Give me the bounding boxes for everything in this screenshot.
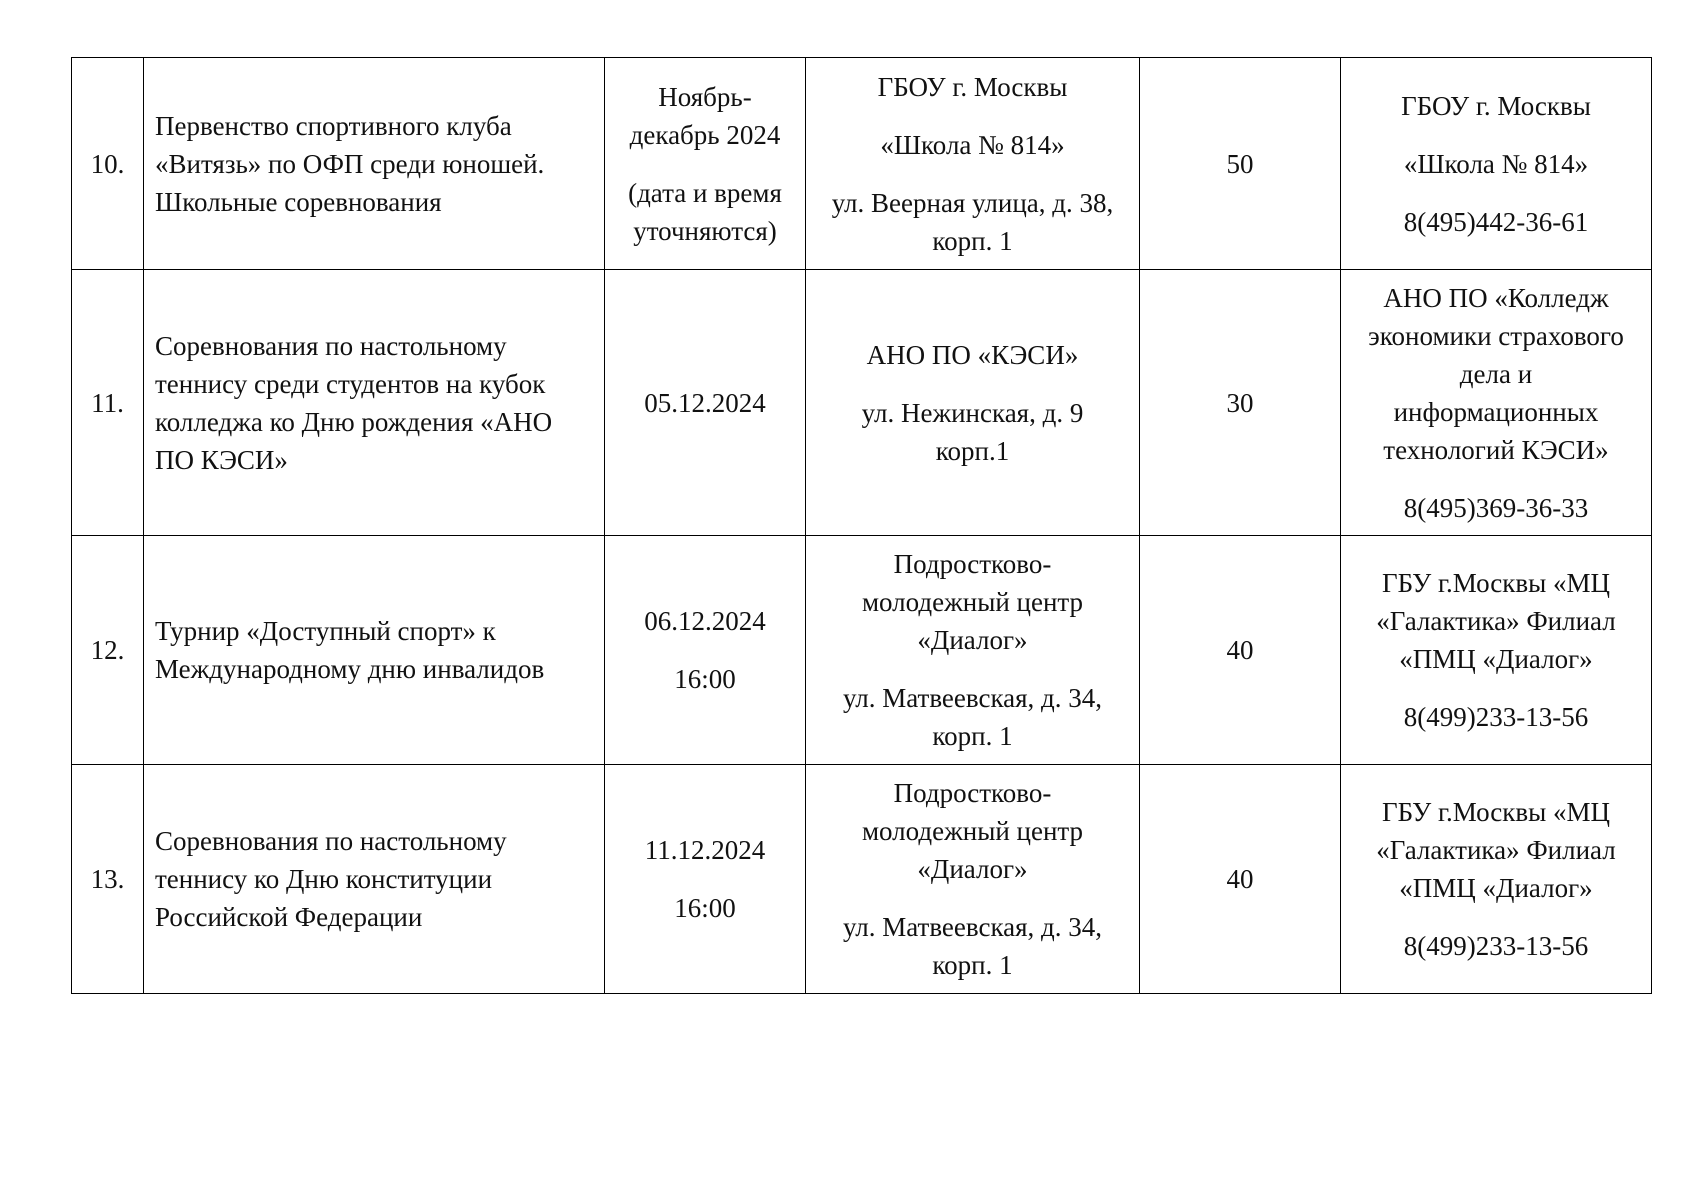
event-name-line: Первенство спортивного клуба [155,110,512,141]
venue-cell [806,536,1140,765]
organizer-cell [1341,270,1652,536]
organizer-cell [1341,58,1652,270]
venue-name-line: ГБОУ г. Москвы [877,71,1068,102]
venue-name-line: «Школа № 814» [880,129,1065,160]
organizer-line: дела и [1459,358,1533,389]
organizer-line: «Школа № 814» [1403,148,1589,179]
venue-name-line: Подростково- [893,778,1052,808]
row-number-cell [72,536,144,765]
event-name-line: колледжа ко Дню рождения «АНО [155,406,553,437]
participants-cell [1140,270,1341,536]
venue-name-line: АНО ПО «КЭСИ» [866,339,1079,370]
event-name-line: Международному дню инвалидов [155,654,545,684]
date-cell [605,270,806,536]
date-note-line: (дата и время [628,177,782,208]
venue-name-line: молодежный центр [861,816,1084,846]
organizer-phone: 8(499)233-13-56 [1403,702,1589,732]
venue-address-line: корп. 1 [932,225,1013,256]
venue-address-line: ул. Матвеевская, д. 34, [842,912,1103,942]
organizer-line: технологий КЭСИ» [1383,434,1609,465]
organizer-line: «Галактика» Филиал [1376,606,1616,636]
row-number: 10. [90,148,125,179]
event-name-cell [144,765,605,994]
venue-address-line: ул. Веерная улица, д. 38, [831,187,1114,218]
venue-cell [806,765,1140,994]
event-name-line: Соревнования по настольному [155,330,507,361]
organizer-line: информационных [1393,396,1599,427]
participants-count: 40 [1226,635,1254,665]
venue-address-line: корп.1 [935,435,1010,466]
row-number: 13. [90,864,125,894]
organizer-line: «ПМЦ «Диалог» [1399,644,1593,674]
event-name-cell [144,536,605,765]
organizer-line: ГБУ г.Москвы «МЦ [1381,568,1611,598]
participants-count: 50 [1226,148,1254,179]
venue-name-line: «Диалог» [917,625,1028,655]
venue-cell [806,270,1140,536]
row-number-cell [72,270,144,536]
event-name-line: Российской Федерации [155,902,423,932]
venue-address-line: ул. Матвеевская, д. 34, [842,683,1103,713]
organizer-line: экономики страхового [1368,320,1624,351]
table-row [72,536,1652,765]
event-name-line: «Витязь» по ОФП среди юношей. [155,148,545,179]
event-time: 16:00 [674,664,736,694]
venue-address-line: ул. Нежинская, д. 9 [861,397,1084,428]
participants-count: 40 [1226,864,1254,894]
event-date-line: 11.12.2024 [644,835,766,865]
row-number-cell [72,58,144,270]
participants-count: 30 [1226,387,1254,418]
organizer-phone: 8(495)442-36-61 [1403,206,1589,237]
venue-address-line: корп. 1 [932,721,1013,751]
event-name-line: ПО КЭСИ» [155,444,288,475]
event-name-cell [144,270,605,536]
date-note-line: уточняются) [633,215,777,246]
table-row [72,270,1652,536]
organizer-phone: 8(499)233-13-56 [1403,931,1589,961]
date-cell [605,765,806,994]
venue-name-line: «Диалог» [917,854,1028,884]
venue-name-line: Подростково- [893,549,1052,579]
event-name-line: Соревнования по настольному [155,826,507,856]
event-name-cell [144,58,605,270]
venue-cell [806,58,1140,270]
participants-cell [1140,58,1341,270]
organizer-cell [1341,765,1652,994]
event-time: 16:00 [674,893,736,923]
table-row [72,765,1652,994]
date-cell [605,536,806,765]
organizer-cell [1341,536,1652,765]
venue-address-line: корп. 1 [932,950,1013,980]
event-date-line: декабрь 2024 [629,119,781,150]
date-cell [605,58,806,270]
organizer-line: ГБОУ г. Москвы [1401,90,1591,121]
venue-name-line: молодежный центр [861,587,1084,617]
event-date-line: Ноябрь- [658,81,752,112]
event-name-line: теннису ко Дню конституции [155,864,493,894]
event-date-line: 06.12.2024 [644,606,766,636]
row-number: 12. [90,635,125,665]
organizer-line: «ПМЦ «Диалог» [1399,873,1593,903]
event-name-line: теннису среди студентов на кубок [155,368,546,399]
participants-cell [1140,536,1341,765]
organizer-phone: 8(495)369-36-33 [1403,492,1589,523]
row-number: 11. [91,387,124,418]
events-table [71,57,1652,994]
row-number-cell [72,765,144,994]
organizer-line: «Галактика» Филиал [1376,835,1616,865]
organizer-line: АНО ПО «Колледж [1383,282,1609,313]
event-name-line: Школьные соревнования [155,186,442,217]
event-name-line: Турнир «Доступный спорт» к [155,616,496,646]
event-date-line: 05.12.2024 [644,387,766,418]
organizer-line: ГБУ г.Москвы «МЦ [1381,797,1611,827]
participants-cell [1140,765,1341,994]
table-row [72,58,1652,270]
